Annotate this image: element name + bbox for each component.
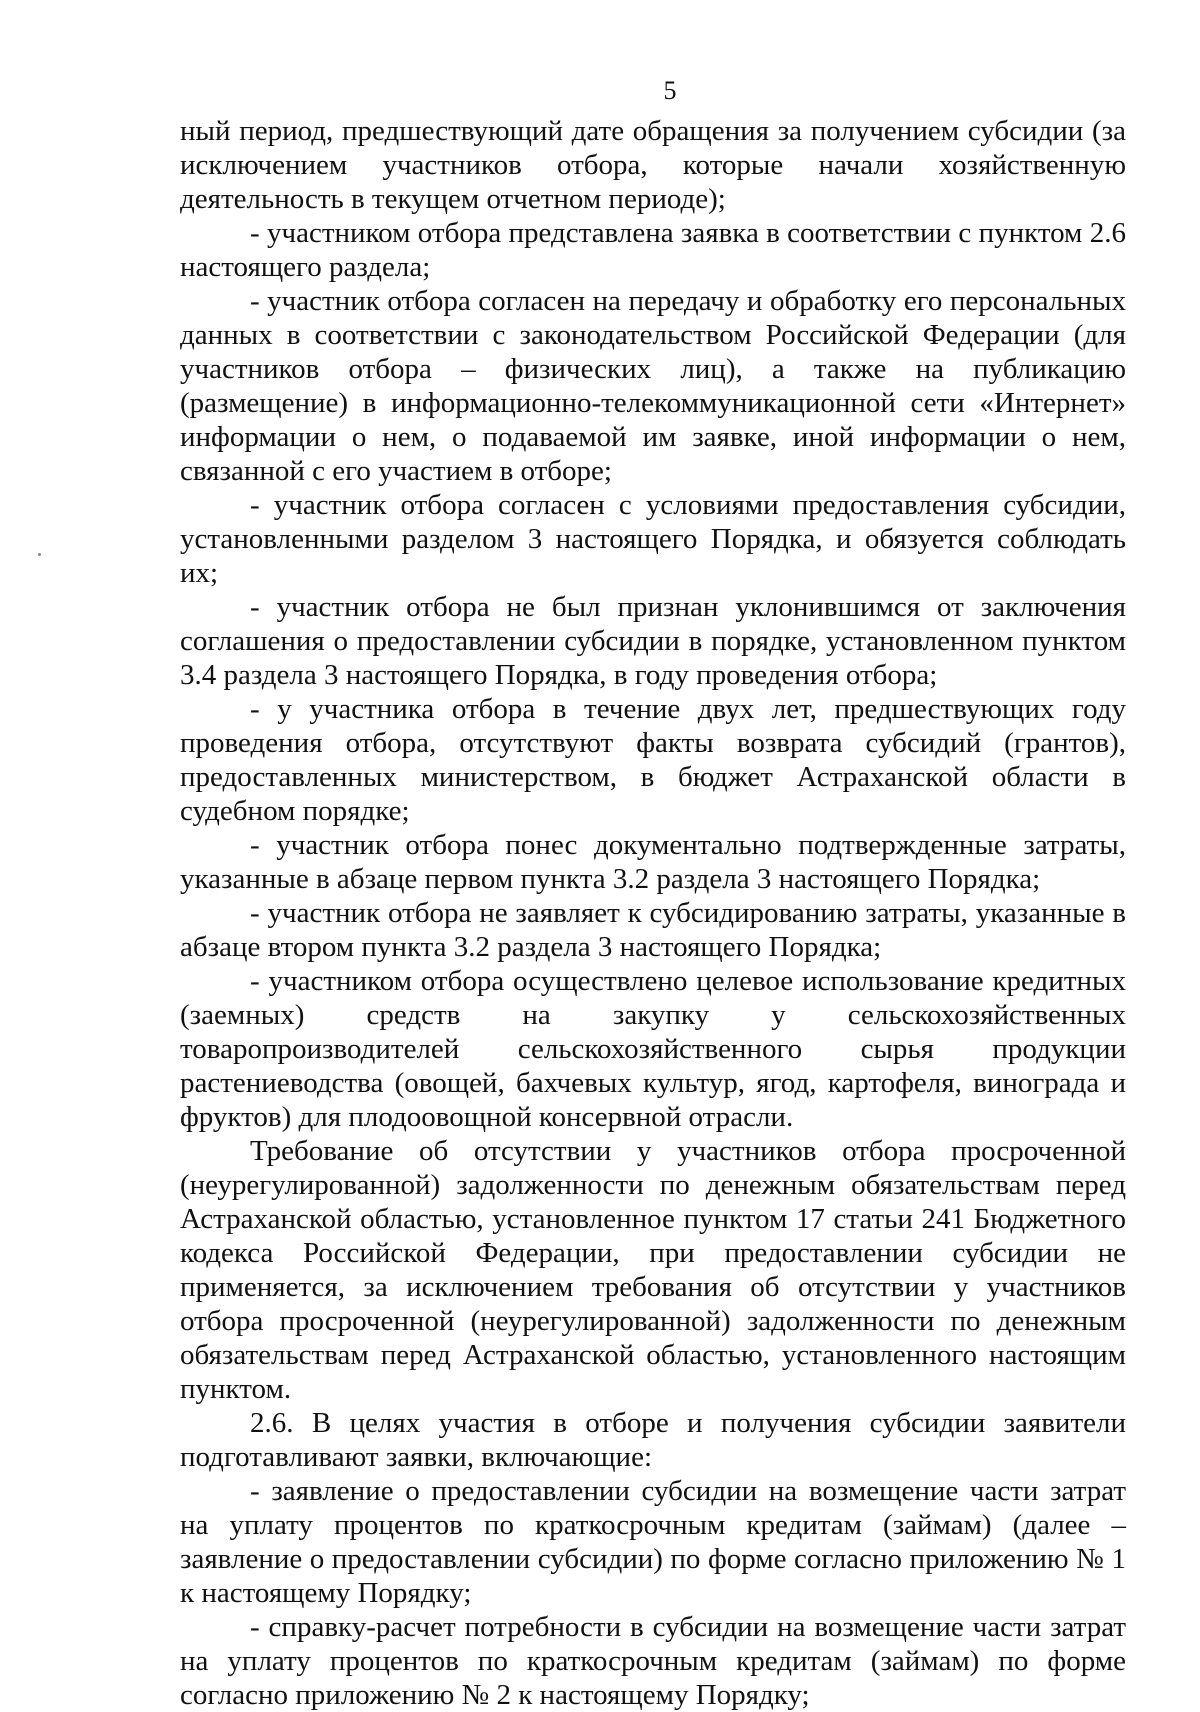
paragraph-requirement: Требование об отсутствии у участников отбора просроченной (неурегулированной) задолженности по денежным обязательствам перед Астраханской областью, установленное пунктом 17 статьи 241 Бюджетного кодекса Российской Федерации, при предоставлении субсидии не применяется, за исключением требования об отсутствии у участников отбора просроченной (неурегулированной) задолженности по денежным обязательствам перед Астраханской областью, установленного настоящим пунктом. [180,1135,1126,1405]
paragraph-item: - заявление о предоставлении субсидии на возмещение части затрат на уплату процентов по краткосрочным кредитам (займам) (далее – заявление о предоставлении субсидии) по форме согласно приложению № 1 к настоящему Порядку; [180,1475,1126,1609]
paragraph-section-2-6: 2.6. В целях участия в отборе и получения субсидии заявители подготавливают заявки, включающие: [180,1407,1126,1473]
paragraph-item: - справку-расчет потребности в субсидии на возмещение части затрат на уплату процентов по краткосрочным кредитам (займам) по форме согласно приложению № 2 к настоящему Порядку; [180,1611,1126,1711]
paragraph-item: - участник отбора не был признан уклонившимся от заключения соглашения о предоставлении субсидии в порядке, установленном пунктом 3.4 раздела 3 настоящего Порядка, в году проведения отбора; [180,591,1126,691]
paragraph-item: - участник отбора понес документально подтвержденные затраты, указанные в абзаце первом пункта 3.2 раздела 3 настоящего Порядка; [180,829,1126,895]
paragraph-item: - у участника отбора в течение двух лет, предшествующих году проведения отбора, отсутствуют факты возврата субсидий (грантов), предоставленных министерством, в бюджет Астраханской области в судебном порядке; [180,693,1126,827]
paragraph-item: - участник отбора согласен с условиями предоставления субсидии, установленными разделом 3 настоящего Порядка, и обязуется соблюдать их; [180,489,1126,589]
page-number: 5 [663,76,677,105]
paragraph-item: - участником отбора осуществлено целевое использование кредитных (заемных) средств на закупку у сельскохозяйственных товаропроизводителей сельскохозяйственного сырья продукции растениеводства (овощей, бахчевых культур, ягод, картофеля, винограда и фруктов) для плодоовощной консервной отрасли. [180,965,1126,1133]
paragraph-item: - участник отбора не заявляет к субсидированию затраты, указанные в абзаце втором пункта 3.2 раздела 3 настоящего Порядка; [180,897,1126,963]
paragraph-item: - участником отбора представлена заявка в соответствии с пунктом 2.6 настоящего раздела; [180,217,1126,283]
scan-speck [38,553,41,556]
document-body [180,114,1126,1712]
paragraph-continuation: ный период, предшествующий дате обращения за получением субсидии (за исключением участников отбора, которые начали хозяйственную деятельность в текущем отчетном периоде); [180,115,1126,215]
paragraph-item: - участник отбора согласен на передачу и обработку его персональных данных в соответствии с законодательством Российской Федерации (для участников отбора – физических лиц), а также на публикацию (размещение) в информационно-телекоммуникационной сети «Интернет» информации о нем, о подаваемой им заявке, иной информации о нем, связанной с его участием в отборе; [180,285,1126,487]
